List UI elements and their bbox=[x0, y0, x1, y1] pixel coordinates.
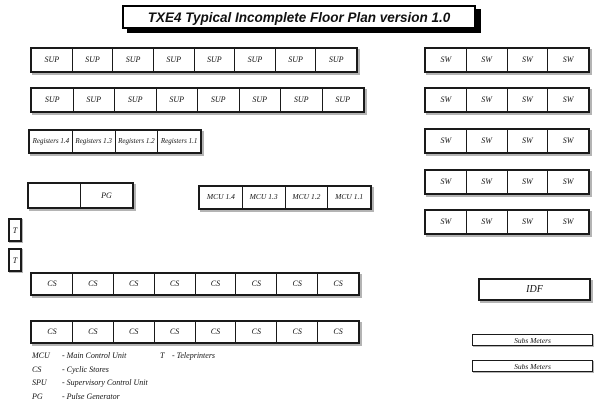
legend-entry-mcu bbox=[32, 351, 148, 361]
sup-unit: SUP bbox=[240, 89, 282, 111]
cs-unit: CS bbox=[236, 274, 277, 294]
sup-unit: SUP bbox=[113, 49, 154, 71]
page-title: TXE4 Typical Incomplete Floor Plan version 1.0 bbox=[147, 9, 451, 25]
sup-unit: SUP bbox=[157, 89, 199, 111]
register-unit: Registers 1.2 bbox=[116, 131, 159, 152]
sw-unit: SW bbox=[426, 89, 467, 111]
idf-box bbox=[478, 278, 591, 301]
sw-row-4 bbox=[424, 169, 590, 195]
cs-unit: CS bbox=[114, 322, 155, 342]
legend-abbr: SPU bbox=[32, 378, 47, 387]
sup-unit: SUP bbox=[74, 89, 116, 111]
mcu-unit: MCU 1.3 bbox=[243, 187, 286, 208]
title-box bbox=[122, 5, 476, 29]
legend-abbr: PG bbox=[32, 391, 43, 401]
sup-row-1 bbox=[30, 47, 358, 73]
idf-label: IDF bbox=[526, 284, 543, 295]
sw-unit: SW bbox=[508, 130, 549, 152]
sup-unit: SUP bbox=[198, 89, 240, 111]
sw-unit: SW bbox=[508, 49, 549, 71]
sw-unit: SW bbox=[508, 171, 549, 193]
sw-unit: SW bbox=[467, 211, 508, 233]
sw-unit: SW bbox=[508, 211, 549, 233]
sw-unit: SW bbox=[562, 217, 574, 227]
legend-desc: - Supervisory Control Unit bbox=[62, 378, 148, 387]
cs-row-2 bbox=[30, 320, 360, 344]
sup-unit: SUP bbox=[32, 89, 74, 111]
pg-strip bbox=[27, 182, 134, 209]
sup-unit: SUP bbox=[73, 49, 114, 71]
cs-unit: CS bbox=[333, 327, 343, 337]
mcu-unit: MCU 1.2 bbox=[286, 187, 329, 208]
legend-abbr: MCU bbox=[32, 351, 50, 360]
cs-unit: CS bbox=[277, 274, 318, 294]
t-box-1 bbox=[8, 218, 22, 242]
sw-unit: SW bbox=[426, 211, 467, 233]
subs-meters-label: Subs Meters bbox=[514, 361, 551, 371]
sup-unit: SUP bbox=[195, 49, 236, 71]
register-unit: Registers 1.4 bbox=[30, 131, 73, 152]
cs-unit: CS bbox=[155, 322, 196, 342]
sup-unit: SUP bbox=[281, 89, 323, 111]
cs-unit: CS bbox=[32, 274, 73, 294]
mcu-row bbox=[198, 185, 372, 210]
cs-unit: CS bbox=[155, 274, 196, 294]
sup-unit: SUP bbox=[328, 55, 344, 65]
t-box-label: T bbox=[12, 255, 18, 265]
legend-abbr: T bbox=[160, 351, 165, 360]
sup-unit: SUP bbox=[235, 49, 276, 71]
sw-unit: SW bbox=[426, 49, 467, 71]
legend-desc: - Teleprinters bbox=[172, 351, 216, 360]
legend-desc: - Main Control Unit bbox=[62, 351, 127, 360]
legend-entry-t bbox=[160, 351, 215, 361]
sw-unit: SW bbox=[508, 89, 549, 111]
sw-unit: SW bbox=[467, 89, 508, 111]
legend-entry-pg bbox=[32, 392, 148, 402]
register-unit: Registers 1.1 bbox=[160, 137, 198, 146]
sw-row-2 bbox=[424, 87, 590, 113]
t-box-2 bbox=[8, 248, 22, 272]
sup-row-2 bbox=[30, 87, 365, 113]
cs-unit: CS bbox=[333, 279, 343, 289]
sw-unit: SW bbox=[426, 171, 467, 193]
sup-unit: SUP bbox=[335, 95, 351, 105]
mcu-unit: MCU 1.1 bbox=[335, 192, 364, 202]
sw-unit: SW bbox=[562, 95, 574, 105]
legend-left bbox=[32, 351, 148, 405]
cs-unit: CS bbox=[73, 274, 114, 294]
sw-unit: SW bbox=[467, 171, 508, 193]
sw-unit: SW bbox=[467, 49, 508, 71]
pg-unit: PG bbox=[101, 190, 112, 200]
cs-unit: CS bbox=[73, 322, 114, 342]
legend-abbr: CS bbox=[32, 364, 42, 374]
sw-unit: SW bbox=[562, 55, 574, 65]
sw-unit: SW bbox=[562, 136, 574, 146]
cs-unit: CS bbox=[236, 322, 277, 342]
legend-desc: - Pulse Generator bbox=[62, 391, 120, 401]
legend-desc: - Cyclic Stores bbox=[62, 364, 109, 374]
sw-row-1 bbox=[424, 47, 590, 73]
subs-meters-box-2 bbox=[472, 360, 593, 372]
mcu-unit: MCU 1.4 bbox=[200, 187, 243, 208]
cs-unit: CS bbox=[277, 322, 318, 342]
cs-row-1 bbox=[30, 272, 360, 296]
cs-unit: CS bbox=[114, 274, 155, 294]
sup-unit: SUP bbox=[115, 89, 157, 111]
legend-entry-spu bbox=[32, 378, 148, 388]
sw-unit: SW bbox=[467, 130, 508, 152]
legend-entry-cs bbox=[32, 365, 148, 375]
cs-unit: CS bbox=[32, 322, 73, 342]
sw-row-5 bbox=[424, 209, 590, 235]
sup-unit: SUP bbox=[276, 49, 317, 71]
sup-unit: SUP bbox=[32, 49, 73, 71]
sw-unit: SW bbox=[426, 130, 467, 152]
pg-unit bbox=[29, 184, 81, 207]
sw-row-3 bbox=[424, 128, 590, 154]
cs-unit: CS bbox=[196, 274, 237, 294]
legend-right bbox=[160, 351, 215, 365]
registers-row bbox=[28, 129, 202, 154]
subs-meters-label: Subs Meters bbox=[514, 335, 551, 345]
t-box-label: T bbox=[12, 225, 18, 235]
sup-unit: SUP bbox=[154, 49, 195, 71]
subs-meters-box-1 bbox=[472, 334, 593, 346]
cs-unit: CS bbox=[196, 322, 237, 342]
sw-unit: SW bbox=[562, 177, 574, 187]
register-unit: Registers 1.3 bbox=[73, 131, 116, 152]
